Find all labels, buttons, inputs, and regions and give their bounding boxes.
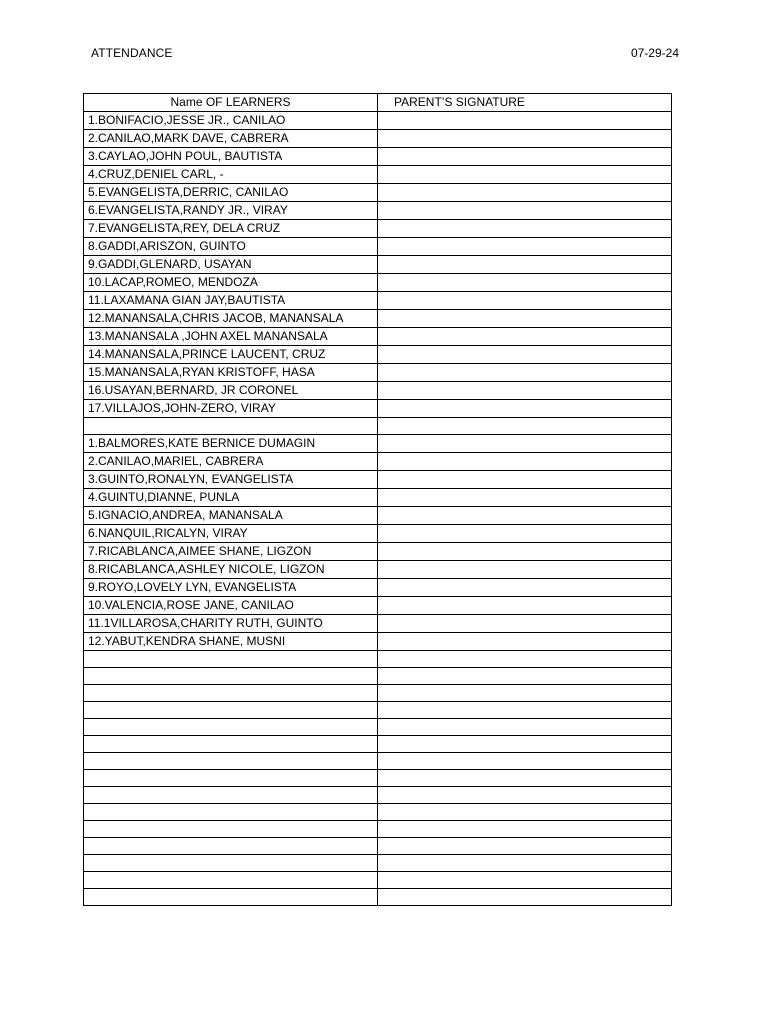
learner-name-cell: 13.MANANSALA ,JOHN AXEL MANANSALA [84, 328, 378, 346]
learner-name-cell: 8.RICABLANCA,ASHLEY NICOLE, LIGZON [84, 561, 378, 579]
table-row [84, 166, 672, 184]
parent-signature-cell[interactable] [378, 382, 672, 400]
learner-name-cell: 10.LACAP,ROMEO, MENDOZA [84, 274, 378, 292]
parent-signature-cell[interactable] [378, 685, 672, 702]
learner-name-cell: 16.USAYAN,BERNARD, JR CORONEL [84, 382, 378, 400]
learner-name-cell: 3.GUINTO,RONALYN, EVANGELISTA [84, 471, 378, 489]
learner-name-cell: 1.BALMORES,KATE BERNICE DUMAGIN [84, 435, 378, 453]
table-row [84, 112, 672, 130]
parent-signature-cell[interactable] [378, 166, 672, 184]
attendance-rows [84, 112, 672, 906]
table-row [84, 148, 672, 166]
parent-signature-cell[interactable] [378, 328, 672, 346]
parent-signature-cell[interactable] [378, 804, 672, 821]
parent-signature-cell[interactable] [378, 220, 672, 238]
learner-name-cell: 9.GADDI,GLENARD, USAYAN [84, 256, 378, 274]
table-row [84, 435, 672, 453]
table-row [84, 838, 672, 855]
learner-name-cell [84, 651, 378, 668]
table-row [84, 184, 672, 202]
parent-signature-cell[interactable] [378, 453, 672, 471]
learner-name-cell: 5.EVANGELISTA,DERRIC, CANILAO [84, 184, 378, 202]
learner-name-cell: 15.MANANSALA,RYAN KRISTOFF, HASA [84, 364, 378, 382]
table-row [84, 274, 672, 292]
parent-signature-cell[interactable] [378, 668, 672, 685]
learner-name-cell [84, 889, 378, 906]
parent-signature-cell[interactable] [378, 719, 672, 736]
table-row [84, 579, 672, 597]
table-row [84, 753, 672, 770]
learner-name-cell [84, 770, 378, 787]
table-row [84, 453, 672, 471]
learner-name-cell: 7.RICABLANCA,AIMEE SHANE, LIGZON [84, 543, 378, 561]
table-row [84, 220, 672, 238]
table-row [84, 872, 672, 889]
learner-name-cell [84, 736, 378, 753]
parent-signature-cell[interactable] [378, 889, 672, 906]
table-row [84, 310, 672, 328]
learner-name-cell [84, 804, 378, 821]
learner-name-cell [84, 702, 378, 719]
parent-signature-cell[interactable] [378, 525, 672, 543]
table-row [84, 889, 672, 906]
parent-signature-cell[interactable] [378, 872, 672, 889]
learner-name-cell: 6.EVANGELISTA,RANDY JR., VIRAY [84, 202, 378, 220]
learner-name-cell: 12.YABUT,KENDRA SHANE, MUSNI [84, 633, 378, 651]
learner-name-cell: 12.MANANSALA,CHRIS JACOB, MANANSALA [84, 310, 378, 328]
parent-signature-cell[interactable] [378, 787, 672, 804]
table-row [84, 507, 672, 525]
parent-signature-cell[interactable] [378, 770, 672, 787]
table-row [84, 855, 672, 872]
learner-name-cell [84, 668, 378, 685]
table-row [84, 346, 672, 364]
learner-name-cell: 17.VILLAJOS,JOHN-ZERO, VIRAY [84, 400, 378, 418]
learner-name-cell [84, 753, 378, 770]
attendance-table [83, 93, 672, 906]
parent-signature-cell[interactable] [378, 651, 672, 668]
learner-name-cell: 11.LAXAMANA GIAN JAY,BAUTISTA [84, 292, 378, 310]
learner-name-cell: 2.CANILAO,MARK DAVE, CABRERA [84, 130, 378, 148]
parent-signature-cell[interactable] [378, 615, 672, 633]
table-row [84, 525, 672, 543]
table-row [84, 668, 672, 685]
learner-name-cell: 3.CAYLAO,JOHN POUL, BAUTISTA [84, 148, 378, 166]
page-title: ATTENDANCE [91, 46, 173, 60]
parent-signature-cell[interactable] [378, 364, 672, 382]
learner-name-cell [84, 418, 378, 435]
column-header-parent-signature: PARENT’S SIGNATURE [378, 94, 672, 112]
parent-signature-cell[interactable] [378, 838, 672, 855]
parent-signature-cell[interactable] [378, 184, 672, 202]
learner-name-cell: 4.GUINTU,DIANNE, PUNLA [84, 489, 378, 507]
table-row [84, 719, 672, 736]
parent-signature-cell[interactable] [378, 274, 672, 292]
table-row [84, 821, 672, 838]
table-row [84, 418, 672, 435]
learner-name-cell [84, 821, 378, 838]
table-row [84, 400, 672, 418]
parent-signature-cell[interactable] [378, 310, 672, 328]
learner-name-cell: 10.VALENCIA,ROSE JANE, CANILAO [84, 597, 378, 615]
parent-signature-cell[interactable] [378, 855, 672, 872]
table-row [84, 787, 672, 804]
parent-signature-cell[interactable] [378, 130, 672, 148]
table-row [84, 292, 672, 310]
table-row [84, 651, 672, 668]
parent-signature-cell[interactable] [378, 507, 672, 525]
parent-signature-cell[interactable] [378, 597, 672, 615]
table-row [84, 364, 672, 382]
learner-name-cell [84, 872, 378, 889]
parent-signature-cell[interactable] [378, 435, 672, 453]
table-row [84, 736, 672, 753]
parent-signature-cell[interactable] [378, 579, 672, 597]
table-row [84, 804, 672, 821]
learner-name-cell [84, 838, 378, 855]
parent-signature-cell[interactable] [378, 238, 672, 256]
parent-signature-cell[interactable] [378, 821, 672, 838]
table-row [84, 489, 672, 507]
parent-signature-cell[interactable] [378, 112, 672, 130]
learner-name-cell: 7.EVANGELISTA,REY, DELA CRUZ [84, 220, 378, 238]
parent-signature-cell[interactable] [378, 400, 672, 418]
learner-name-cell [84, 787, 378, 804]
table-row [84, 471, 672, 489]
learner-name-cell: 1.BONIFACIO,JESSE JR., CANILAO [84, 112, 378, 130]
parent-signature-cell[interactable] [378, 633, 672, 651]
learner-name-cell: 6.NANQUIL,RICALYN, VIRAY [84, 525, 378, 543]
page-header [91, 46, 679, 64]
table-row [84, 382, 672, 400]
learner-name-cell: 8.GADDI,ARISZON, GUINTO [84, 238, 378, 256]
column-header-learner-name: Name OF LEARNERS [84, 94, 378, 112]
table-row [84, 328, 672, 346]
parent-signature-cell[interactable] [378, 489, 672, 507]
parent-signature-cell[interactable] [378, 753, 672, 770]
table-header-row [84, 94, 672, 112]
table-row [84, 130, 672, 148]
parent-signature-cell[interactable] [378, 543, 672, 561]
table-row [84, 615, 672, 633]
table-row [84, 770, 672, 787]
parent-signature-cell[interactable] [378, 202, 672, 220]
learner-name-cell [84, 719, 378, 736]
parent-signature-cell[interactable] [378, 256, 672, 274]
table-row [84, 702, 672, 719]
parent-signature-cell[interactable] [378, 471, 672, 489]
learner-name-cell: 9.ROYO,LOVELY LYN, EVANGELISTA [84, 579, 378, 597]
learner-name-cell: 5.IGNACIO,ANDREA, MANANSALA [84, 507, 378, 525]
learner-name-cell: 11.1VILLAROSA,CHARITY RUTH, GUINTO [84, 615, 378, 633]
parent-signature-cell[interactable] [378, 346, 672, 364]
table-row [84, 543, 672, 561]
page-date: 07-29-24 [630, 46, 679, 60]
table-row [84, 597, 672, 615]
parent-signature-cell[interactable] [378, 736, 672, 753]
table-row [84, 633, 672, 651]
table-row [84, 256, 672, 274]
learner-name-cell [84, 685, 378, 702]
table-row [84, 685, 672, 702]
table-row [84, 561, 672, 579]
parent-signature-cell[interactable] [378, 148, 672, 166]
learner-name-cell [84, 855, 378, 872]
learner-name-cell: 4.CRUZ,DENIEL CARL, - [84, 166, 378, 184]
table-row [84, 238, 672, 256]
learner-name-cell: 14.MANANSALA,PRINCE LAUCENT, CRUZ [84, 346, 378, 364]
table-row [84, 202, 672, 220]
parent-signature-cell[interactable] [378, 561, 672, 579]
parent-signature-cell[interactable] [378, 702, 672, 719]
learner-name-cell: 2.CANILAO,MARIEL, CABRERA [84, 453, 378, 471]
parent-signature-cell[interactable] [378, 418, 672, 435]
parent-signature-cell[interactable] [378, 292, 672, 310]
